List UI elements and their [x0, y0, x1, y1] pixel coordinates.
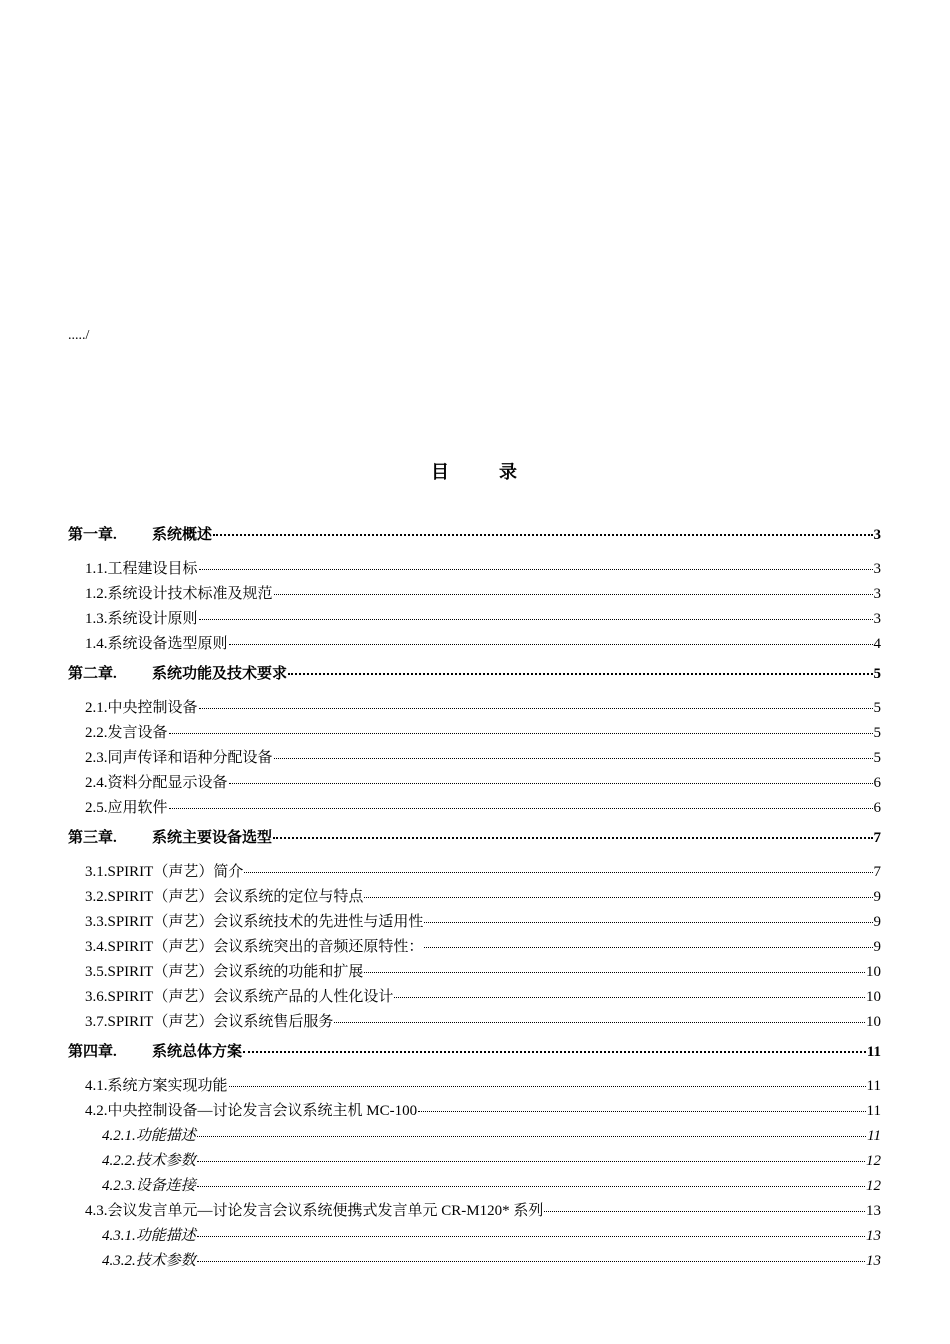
toc-dot-leader: [418, 1099, 865, 1112]
toc-page-number: 4: [873, 636, 881, 652]
toc-entry-title: 会议发言单元—讨论发言会议系统便携式发言单元 CR-M120* 系列: [107, 1203, 544, 1219]
toc-entry-number: 3.2.: [85, 889, 108, 905]
toc-entry-title: SPIRIT（声艺）会议系统技术的先进性与适用性: [107, 914, 424, 930]
toc-entry-title: SPIRIT（声艺）会议系统突出的音频还原特性：: [107, 939, 424, 955]
toc-entry-title: 系统概述: [152, 527, 213, 543]
toc-entry[interactable]: [68, 910, 881, 935]
toc-entry-number: 第四章.: [68, 1044, 117, 1060]
toc-entry-title: SPIRIT（声艺）会议系统产品的人性化设计: [107, 989, 394, 1005]
toc-dot-leader: [334, 1010, 865, 1023]
toc-page-number: 5: [873, 750, 881, 766]
toc-page-number: 9: [873, 889, 881, 905]
toc-page-number: 12: [866, 1153, 881, 1169]
toc-dot-leader: [199, 607, 873, 620]
toc-dot-leader: [169, 796, 873, 809]
toc-entry[interactable]: [68, 985, 881, 1010]
toc-dot-leader: [394, 985, 865, 998]
toc-entry[interactable]: [68, 771, 881, 796]
toc-entry-number: 3.6.: [85, 989, 108, 1005]
toc-entry[interactable]: [68, 1224, 881, 1249]
toc-entry-number: 4.2.: [85, 1103, 108, 1119]
toc-entry-number: 2.2.: [85, 725, 108, 741]
toc-page-number: 3: [873, 586, 881, 602]
toc-entry-title: 资料分配显示设备: [107, 775, 228, 791]
toc-page-number: 11: [866, 1044, 881, 1060]
toc-entry-title: 工程建设目标: [107, 561, 198, 577]
toc-entry-number: 1.3.: [85, 611, 108, 627]
toc-entry-number: 4.3.: [85, 1203, 108, 1219]
toc-page-number: 5: [873, 666, 881, 682]
toc-entry-title: 中央控制设备—讨论发言会议系统主机 MC-100: [107, 1103, 418, 1119]
toc-entry[interactable]: [68, 696, 881, 721]
toc-page-number: 11: [866, 1078, 881, 1094]
toc-entry-number: 2.4.: [85, 775, 108, 791]
toc-title-char-1: 目: [431, 462, 451, 482]
header-mark: ...../: [68, 328, 90, 343]
toc-entry-title: 功能描述: [135, 1128, 196, 1144]
toc-entry[interactable]: [68, 746, 881, 771]
toc-page-number: 10: [866, 1014, 881, 1030]
toc-dot-leader: [199, 557, 873, 570]
toc-entry-title: 功能描述: [135, 1228, 196, 1244]
toc-entry-number: 1.1.: [85, 561, 108, 577]
toc-entry-number: 4.2.1.: [102, 1128, 136, 1144]
toc-dot-leader: [544, 1199, 865, 1212]
toc-chapter-entry[interactable]: [68, 1040, 881, 1065]
toc-chapter-entry[interactable]: [68, 826, 881, 851]
toc-page-number: 5: [873, 700, 881, 716]
toc-entry[interactable]: [68, 860, 881, 885]
toc-entry-title: 系统设计技术标准及规范: [107, 586, 273, 602]
toc-entry-title: 发言设备: [107, 725, 168, 741]
toc-entry-title: SPIRIT（声艺）会议系统的功能和扩展: [107, 964, 364, 980]
toc-page-number: 3: [873, 527, 881, 543]
toc-entry[interactable]: [68, 557, 881, 582]
toc-entry-title: 系统主要设备选型: [152, 830, 273, 846]
toc-dot-leader: [273, 825, 872, 839]
toc-entry-number: 2.3.: [85, 750, 108, 766]
toc-dot-leader: [197, 1249, 865, 1262]
toc-entry-number: 2.1.: [85, 700, 108, 716]
toc-dot-leader: [274, 582, 873, 595]
toc-entry-number: 4.2.2.: [102, 1153, 136, 1169]
toc-entry-title: 系统总体方案: [152, 1044, 243, 1060]
toc-entry-title: 中央控制设备: [107, 700, 198, 716]
toc-entry-title: 设备连接: [135, 1178, 196, 1194]
toc-page-number: 7: [873, 864, 881, 880]
toc-entry-title: 技术参数: [135, 1253, 196, 1269]
toc-entry[interactable]: [68, 1010, 881, 1035]
toc-dot-leader: [424, 935, 872, 948]
toc-dot-leader: [229, 771, 873, 784]
toc-entry[interactable]: [68, 1149, 881, 1174]
toc-entry[interactable]: [68, 796, 881, 821]
toc-entry[interactable]: [68, 1099, 881, 1124]
toc-entry-number: 3.1.: [85, 864, 108, 880]
toc-entry-number: 1.2.: [85, 586, 108, 602]
toc-entry-number: 4.3.2.: [102, 1253, 136, 1269]
toc-entry[interactable]: [68, 721, 881, 746]
toc-entry-title: SPIRIT（声艺）会议系统售后服务: [107, 1014, 334, 1030]
toc-entry-title: 系统设备选型原则: [107, 636, 228, 652]
toc-entry[interactable]: [68, 607, 881, 632]
toc-page-number: 13: [866, 1253, 881, 1269]
toc-page-number: 9: [873, 914, 881, 930]
toc-entry-number: 3.4.: [85, 939, 108, 955]
toc-entry[interactable]: [68, 885, 881, 910]
toc-dot-leader: [169, 721, 873, 734]
toc-entry[interactable]: [68, 1174, 881, 1199]
toc-entry-title: 系统功能及技术要求: [152, 666, 288, 682]
toc-dot-leader: [197, 1124, 866, 1137]
toc-chapter-entry[interactable]: [68, 662, 881, 687]
toc-entry-title: 技术参数: [135, 1153, 196, 1169]
toc-page-number: 9: [873, 939, 881, 955]
toc-entry-number: 第二章.: [68, 666, 117, 682]
toc-entry[interactable]: [68, 632, 881, 657]
toc-page-number: 10: [866, 989, 881, 1005]
toc-dot-leader: [424, 910, 872, 923]
toc-entry-title: 同声传译和语种分配设备: [107, 750, 273, 766]
toc-page-number: 7: [873, 830, 881, 846]
toc-entry-number: 第三章.: [68, 830, 117, 846]
toc-page-number: 13: [866, 1203, 881, 1219]
toc-dot-leader: [244, 860, 872, 873]
toc-title: [0, 458, 950, 484]
toc-page-number: 5: [873, 725, 881, 741]
toc-page-number: 6: [873, 800, 881, 816]
toc-dot-leader: [197, 1174, 865, 1187]
toc-chapter-entry[interactable]: [68, 523, 881, 548]
toc-page-number: 11: [867, 1128, 881, 1144]
toc-dot-leader: [364, 960, 865, 973]
toc-page-number: 12: [866, 1178, 881, 1194]
toc-page-number: 13: [866, 1228, 881, 1244]
toc-dot-leader: [229, 632, 873, 645]
toc-dot-leader: [229, 1074, 866, 1087]
toc-entry-title: SPIRIT（声艺）会议系统的定位与特点: [107, 889, 364, 905]
toc-dot-leader: [288, 661, 872, 675]
toc-entry[interactable]: [68, 1199, 881, 1224]
toc-title-char-2: 录: [499, 462, 519, 482]
toc-entry-number: 2.5.: [85, 800, 108, 816]
toc-entry-title: 系统方案实现功能: [107, 1078, 228, 1094]
toc-entry[interactable]: [68, 1249, 881, 1274]
toc-entry-number: 3.7.: [85, 1014, 108, 1030]
toc-entry-title: SPIRIT（声艺）简介: [107, 864, 244, 880]
table-of-contents: [68, 518, 881, 1274]
toc-dot-leader: [197, 1149, 865, 1162]
toc-page-number: 11: [866, 1103, 881, 1119]
toc-entry-number: 1.4.: [85, 636, 108, 652]
toc-dot-leader: [274, 746, 873, 759]
toc-entry[interactable]: [68, 582, 881, 607]
toc-dot-leader: [243, 1039, 866, 1053]
toc-entry-title: 系统设计原则: [107, 611, 198, 627]
toc-entry[interactable]: [68, 1074, 881, 1099]
toc-page-number: 3: [873, 561, 881, 577]
toc-entry[interactable]: [68, 1124, 881, 1149]
toc-dot-leader: [213, 522, 872, 536]
toc-entry[interactable]: [68, 935, 881, 960]
toc-dot-leader: [197, 1224, 865, 1237]
toc-dot-leader: [364, 885, 872, 898]
toc-page-number: 3: [873, 611, 881, 627]
toc-entry-number: 4.2.3.: [102, 1178, 136, 1194]
toc-entry-title: 应用软件: [107, 800, 168, 816]
toc-entry[interactable]: [68, 960, 881, 985]
toc-entry-number: 4.1.: [85, 1078, 108, 1094]
toc-entry-number: 第一章.: [68, 527, 117, 543]
toc-dot-leader: [199, 696, 873, 709]
toc-entry-number: 3.3.: [85, 914, 108, 930]
toc-page-number: 10: [866, 964, 881, 980]
toc-entry-number: 4.3.1.: [102, 1228, 136, 1244]
toc-page-number: 6: [873, 775, 881, 791]
toc-entry-number: 3.5.: [85, 964, 108, 980]
